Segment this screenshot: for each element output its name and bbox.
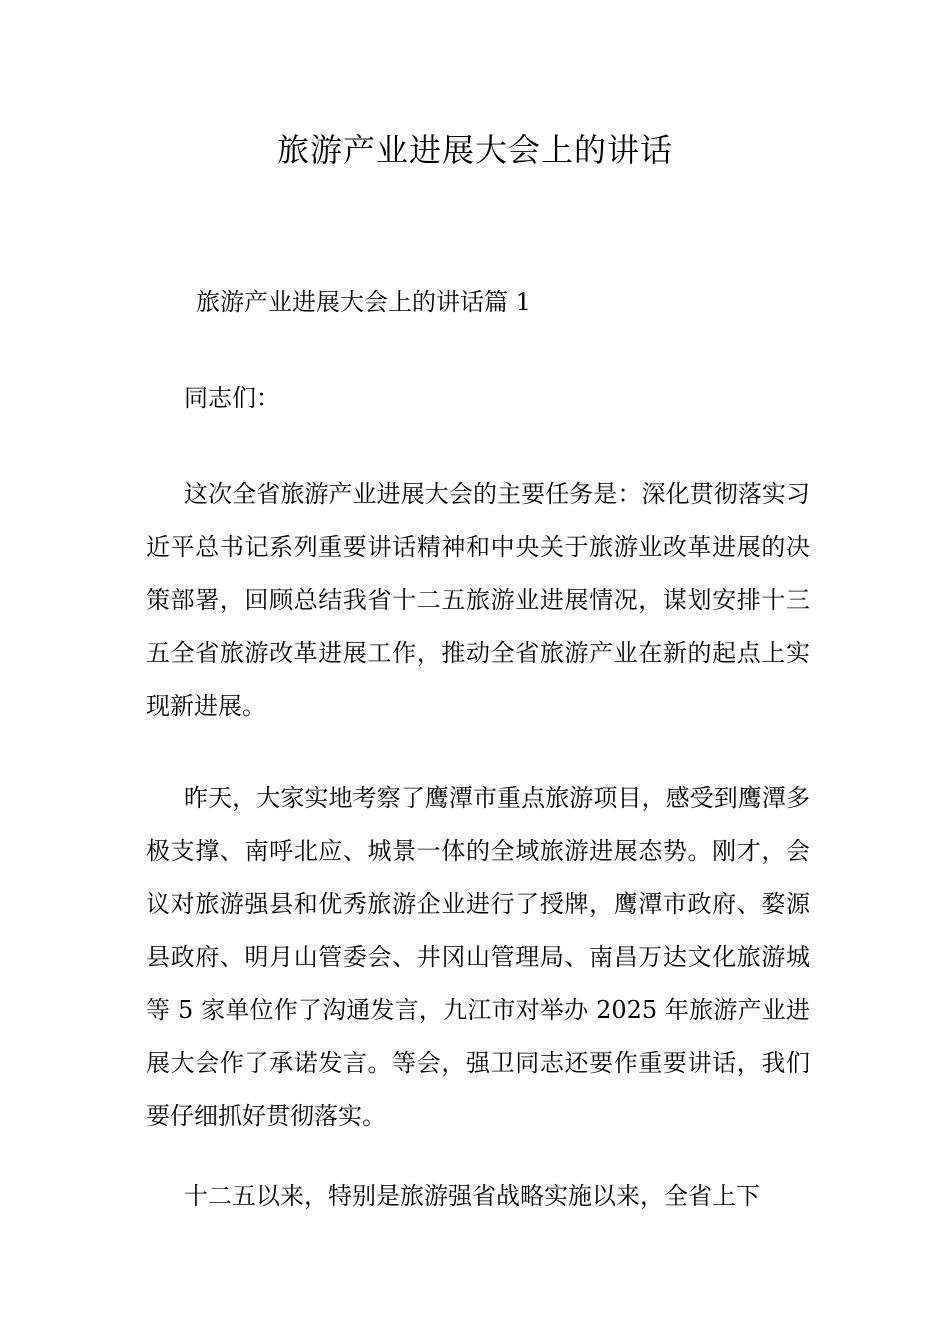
section-heading: 旅游产业进展大会上的讲话篇 1	[196, 288, 531, 316]
document-title: 旅游产业进展大会上的讲话	[276, 131, 673, 169]
greeting-paragraph: 同志们：	[184, 384, 280, 412]
body-paragraph: 十二五以来，特别是旅游强省战略实施以来，全省上下	[184, 1182, 760, 1210]
body-paragraph: 昨天，大家实地考察了鹰潭市重点旅游项目，感受到鹰潭多极支撑、南呼北应、城景一体的全域旅游进展态势。刚才，会议对旅游强县和优秀旅游企业进行了授牌，鹰潭市政府、婺源县政府、明月山管委会、井冈山管理局、南昌万达文化旅游城等 5 家单位作了沟通发言，九江市对举办 2025 年旅游产业进展大会作了承诺发言。等会，强卫同志还要作重要讲话，我们要仔细抓好贯彻落实。	[146, 784, 810, 1130]
body-paragraph: 这次全省旅游产业进展大会的主要任务是：深化贯彻落实习近平总书记系列重要讲话精神和中央关于旅游业改革进展的决策部署，回顾总结我省十二五旅游业进展情况，谋划安排十三五全省旅游改革进展工作，推动全省旅游产业在新的起点上实现新进展。	[146, 480, 810, 720]
